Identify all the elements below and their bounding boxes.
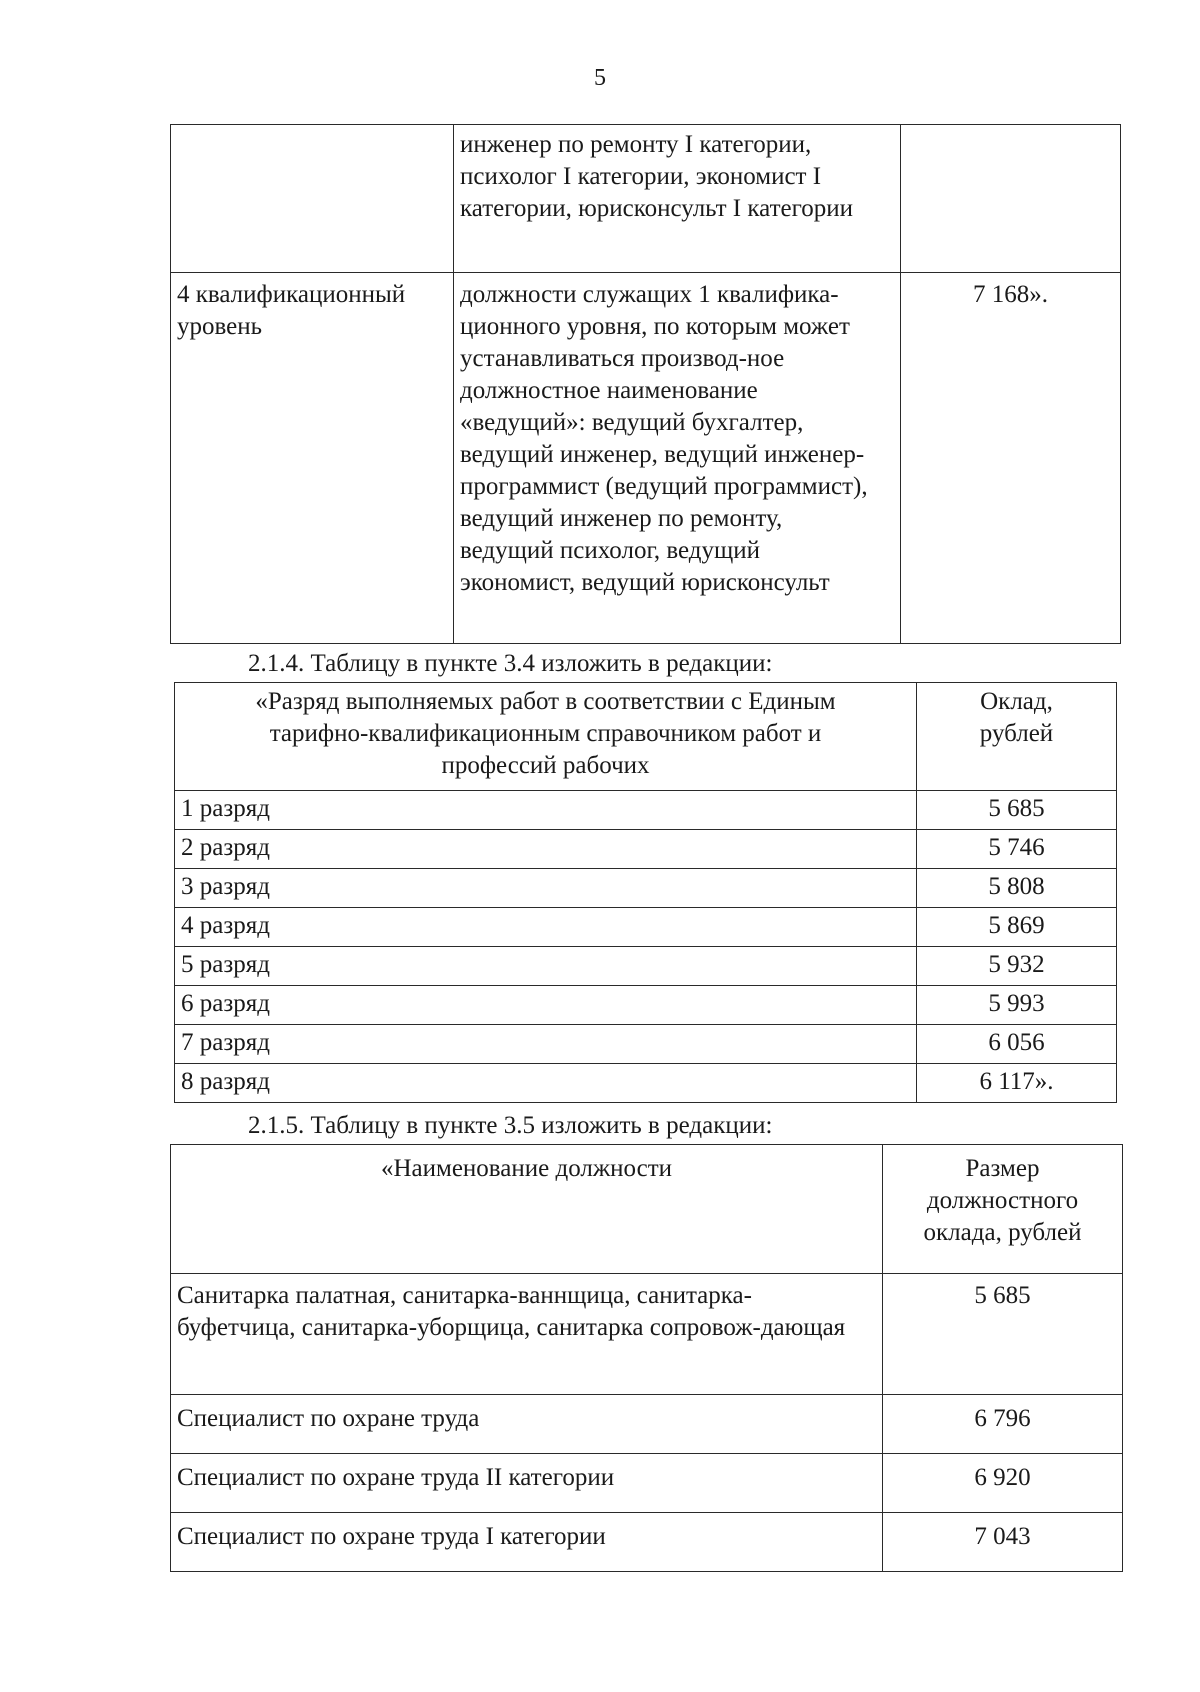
grade-cell xyxy=(175,986,917,1025)
salary-text: 5 808 xyxy=(988,873,1045,900)
table-row xyxy=(175,1025,1117,1064)
position-text: Специалист по охране труда I категории xyxy=(177,1523,606,1550)
section-heading-2-1-5: 2.1.5. Таблицу в пункте 3.5 изложить в редакции: xyxy=(248,1112,773,1139)
grade-text: 7 разряд xyxy=(181,1029,270,1056)
position-salary-table xyxy=(170,1144,1123,1572)
salary-cell xyxy=(917,830,1117,869)
salary-cell xyxy=(883,1513,1123,1572)
salary-text: 7 043 xyxy=(974,1523,1031,1550)
grade-cell xyxy=(175,1064,917,1103)
table-row xyxy=(171,1395,1123,1454)
table-row xyxy=(175,1064,1117,1103)
table-header-row xyxy=(171,1145,1123,1274)
salary-cell xyxy=(883,1274,1123,1395)
level-cell xyxy=(171,125,454,273)
position-text: Специалист по охране труда xyxy=(177,1405,480,1432)
grade-text: 4 разряд xyxy=(181,912,270,939)
grade-text: 2 разряд xyxy=(181,834,270,861)
salary-text: 5 869 xyxy=(988,912,1045,939)
salary-cell xyxy=(917,869,1117,908)
salary-text: 5 993 xyxy=(988,990,1045,1017)
table-row xyxy=(171,1274,1123,1395)
salary-cell xyxy=(917,1064,1117,1103)
table-row xyxy=(175,908,1117,947)
salary-text: 5 685 xyxy=(988,795,1045,822)
salary-text: 5 685 xyxy=(974,1282,1031,1309)
grade-text: 5 разряд xyxy=(181,951,270,978)
salary-cell xyxy=(917,947,1117,986)
positions-text: инженер по ремонту I категории, психолог I категории, экономист I категории, юрисконсульт I категории xyxy=(460,131,854,222)
salary-text: 5 932 xyxy=(988,951,1045,978)
grade-cell xyxy=(175,908,917,947)
table-row xyxy=(175,986,1117,1025)
salary-header-cell xyxy=(917,683,1117,791)
level-cell xyxy=(171,273,454,644)
salary-cell xyxy=(917,908,1117,947)
salary-cell xyxy=(917,791,1117,830)
table-row xyxy=(175,830,1117,869)
table-header-row xyxy=(175,683,1117,791)
position-cell xyxy=(171,1454,883,1513)
position-cell xyxy=(171,1513,883,1572)
salary-cell xyxy=(901,273,1121,644)
grade-header-text: «Разряд выполняемых работ в соответствии с Единым тарифно-квалификационным справочником работ и профессий рабочих xyxy=(255,688,836,779)
grade-cell xyxy=(175,869,917,908)
grade-cell xyxy=(175,791,917,830)
table-row xyxy=(171,1513,1123,1572)
position-text: Санитарка палатная, санитарка-ваннщица, санитарка-буфетчица, санитарка-уборщица, санитарка сопровож-дающая xyxy=(177,1282,846,1341)
salary-header-text: Оклад, рублей xyxy=(979,688,1054,747)
grade-cell xyxy=(175,947,917,986)
salary-text: 6 920 xyxy=(974,1464,1031,1491)
table-row xyxy=(175,791,1117,830)
salary-text: 6 796 xyxy=(974,1405,1031,1432)
table-row xyxy=(171,125,1121,273)
salary-cell xyxy=(917,1025,1117,1064)
grade-text: 1 разряд xyxy=(181,795,270,822)
grade-cell xyxy=(175,1025,917,1064)
table-row xyxy=(171,273,1121,644)
table-row xyxy=(171,1454,1123,1513)
position-text: Специалист по охране труда II категории xyxy=(177,1464,615,1491)
qualification-table xyxy=(170,124,1121,644)
salary-cell xyxy=(883,1395,1123,1454)
position-cell xyxy=(171,1274,883,1395)
level-text: 4 квалификационный уровень xyxy=(177,281,406,340)
section-heading-2-1-4: 2.1.4. Таблицу в пункте 3.4 изложить в редакции: xyxy=(248,650,773,677)
table-row xyxy=(175,947,1117,986)
positions-text: должности служащих 1 квалифика-ционного уровня, по которым может устанавливаться производ-ное должностное наименование «ведущий»: ведущий бухгалтер, ведущий инженер, ведущий инженер-программист (ведущий программист), ведущий инженер по ремонту, ведущий психолог, ведущий экономист, ведущий юрисконсульт xyxy=(460,281,868,596)
grade-cell xyxy=(175,830,917,869)
positions-cell xyxy=(454,125,901,273)
salary-text: 6 056 xyxy=(988,1029,1045,1056)
position-cell xyxy=(171,1395,883,1454)
grade-header-cell xyxy=(175,683,917,791)
grade-table xyxy=(174,682,1117,1103)
salary-header-cell xyxy=(883,1145,1123,1274)
salary-text: 6 117». xyxy=(979,1068,1054,1095)
grade-text: 3 разряд xyxy=(181,873,270,900)
grade-text: 8 разряд xyxy=(181,1068,270,1095)
position-header-cell xyxy=(171,1145,883,1274)
table-row xyxy=(175,869,1117,908)
salary-cell xyxy=(883,1454,1123,1513)
positions-cell xyxy=(454,273,901,644)
salary-text: 5 746 xyxy=(988,834,1045,861)
salary-text: 7 168». xyxy=(973,281,1048,308)
salary-cell xyxy=(917,986,1117,1025)
salary-header-text: Размер должностного оклада, рублей xyxy=(923,1155,1082,1246)
grade-text: 6 разряд xyxy=(181,990,270,1017)
page-number: 5 xyxy=(594,65,606,91)
salary-cell xyxy=(901,125,1121,273)
position-header-text: «Наименование должности xyxy=(380,1155,673,1182)
